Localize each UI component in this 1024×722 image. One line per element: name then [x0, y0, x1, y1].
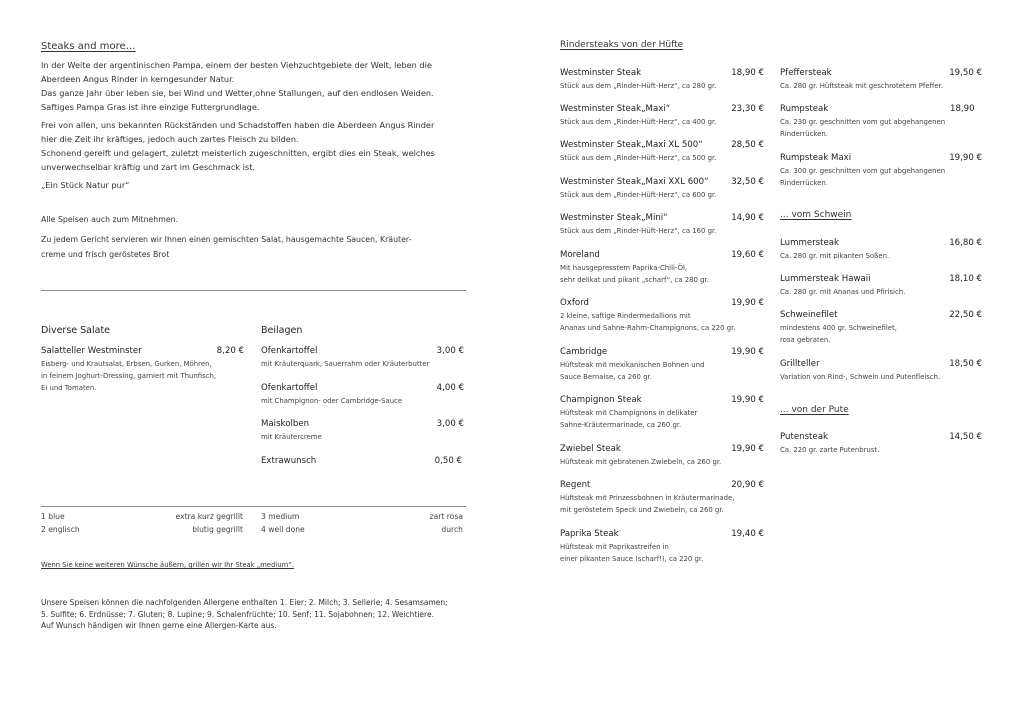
menu-item-zwiebel-steak: Zwiebel Steak 19,90 € Hüftsteak mit gebratenen Zwiebeln, ca 260 gr. [560, 444, 764, 466]
menu-item-westminster-maxi-xxl: Westminster Steak„Maxi XXL 600“ 32,50 € Stück aus dem „Rinder-Hüft-Herz“, ca 600 gr. [560, 177, 764, 199]
menu-item-rumpsteak: Rumpsteak 18,90 Ca. 230 gr. geschnitten vom gut abgehangenen Rinderrücken. [780, 104, 975, 138]
menu-item-grillteller: Grillteller 18,50 € Variation von Rind-, Schwein und Putenfleisch. [780, 359, 982, 381]
menu-item-westminster-maxi-xl: Westminster Steak„Maxi XL 500“ 28,50 € Stück aus dem „Rinder-Hüft-Herz“, ca 500 gr. [560, 140, 764, 162]
menu-item-lummersteak-hawaii: Lummersteak Hawaii 18,10 € Ca. 280 gr. mit Ananas und Pfirisich. [780, 274, 982, 296]
turkey-title: ... von der Pute [780, 405, 849, 415]
menu-item-moreland: Moreland 19,60 € Mit hausgepresstem Paprika-Chili-Öl, sehr delikat und pikant „scharf“, ca 280 gr. [560, 250, 764, 284]
intro-slogan: „Ein Stück Natur pur“ [41, 180, 130, 190]
default-doneness-note: Wenn Sie keine weiteren Wünsche äußern, grillen wir Ihr Steak „medium“. [41, 561, 294, 569]
menu-item-westminster-maxi: Westminster Steak„Maxi“ 23,30 € Stück aus dem „Rinder-Hüft-Herz“, ca 400 gr. [560, 104, 764, 126]
doneness-meaning: zart rosa [429, 512, 463, 521]
doneness-meaning: durch [441, 525, 463, 534]
doneness-meaning: blutig gegrillt [192, 525, 243, 534]
menu-item-schweinefilet: Schweinefilet 22,50 € mindestens 400 gr. Schweinefilet, rosa gebraten. [780, 310, 982, 344]
menu-item-rumpsteak-maxi: Rumpsteak Maxi 19,90 € Ca. 300 gr. geschnitten vom gut abgehangenen Rinderrücken. [780, 153, 982, 187]
menu-item-regent: Regent 20,90 € Hüftsteak mit Prinzessbohnen in Kräutermarinade, mit geröstetem Speck und Zwiebeln, ca 260 gr. [560, 480, 764, 514]
doneness-level: 1 blue [41, 512, 65, 521]
takeaway-note: Alle Speisen auch zum Mitnehmen. [41, 215, 179, 224]
menu-item-ofenkartoffel-1: Ofenkartoffel 3,00 € mit Kräuterquark, Sauerrahm oder Kräuterbutter [261, 346, 464, 368]
doneness-meaning: extra kurz gegrillt [175, 512, 243, 521]
menu-item-cambridge: Cambridge 19,90 € Hüftsteak mit mexikanischen Bohnen und Sauce Bernaise, ca 260 gr. [560, 347, 764, 381]
doneness-level: 3 medium [261, 512, 300, 521]
divider-top [41, 290, 466, 291]
sides-title: Beilagen [261, 325, 303, 336]
menu-item-lummersteak: Lummersteak 16,80 € Ca. 280 gr. mit pikanten Soßen. [780, 238, 982, 260]
intro-paragraph-2: Frei von allen, uns bekannten Rückständen und Schadstoffen haben die Aberdeen Angus Rinder hier die Zeit ihr kräftiges, jedoch auch zartes Fleisch zu bilden. Schonend gereift und gelagert, zuletzt meisterlich zugeschnitten, ergibt dies ein Steak, welches unverwechselbar kräftig und zart im Geschmack ist. [41, 120, 435, 172]
menu-item-salatteller: Salatteller Westminster 8,20 € Eisberg- und Krautsalat, Erbsen, Gurken, Möhren, in feinem Joghurt-Dressing, garniert mit Thunfisch, Ei und Tomaten. [41, 346, 244, 392]
beef-title: Rindersteaks von der Hüfte [560, 40, 684, 50]
divider-doneness [41, 506, 466, 507]
menu-item-champignon-steak: Champignon Steak 19,90 € Hüftsteak mit Champignons in delikater Sahne-Kräutermarinade, ca 260 gr. [560, 395, 764, 429]
menu-item-maiskolben: Maiskolben 3,00 € mit Kräutercreme [261, 419, 464, 441]
pork-title: ... vom Schwein [780, 210, 852, 220]
intro-paragraph-1: In der Weite der argentinischen Pampa, einem der besten Viehzuchtgebiete der Welt, leben die Aberdeen Angus Rinder in kerngesunder Natur. Das ganze Jahr über leben sie, bei Wind und Wetter,ohne Stallungen, auf den endlosen Weiden. Saftiges Pampa Gras ist ihre einzige Futtergrundlage. [41, 60, 434, 112]
intro-title: Steaks and more… [41, 41, 136, 52]
doneness-level: 2 englisch [41, 525, 80, 534]
allergen-note: Unsere Speisen können die nachfolgenden Allergene enthalten 1. Eier; 2. Milch; 3. Sellerie; 4. Sesamsamen; 5. Sulfite; 6. Erdnüsse; 7. Gluten; 8. Lupine; 9. Schalenfrüchte; 10. Senf; 11. Sojabohnen; 12. Weichtiere. Auf Wunsch händigen wir Ihnen gerne eine Allergen-Karte aus. [41, 598, 448, 630]
menu-item-pfeffersteak: Pfeffersteak 19,50 € Ca. 280 gr. Hüftsteak mit geschrotetem Pfeffer. [780, 68, 982, 90]
menu-item-ofenkartoffel-2: Ofenkartoffel 4,00 € mit Champignon- oder Cambridge-Sauce [261, 383, 464, 405]
menu-item-putensteak: Putensteak 14,50 € Ca. 220 gr. zarte Putenbrust. [780, 432, 982, 454]
menu-item-extrawunsch: Extrawunsch 0,50 € [261, 456, 462, 466]
doneness-level: 4 well done [261, 525, 305, 534]
menu-item-westminster: Westminster Steak 18,90 € Stück aus dem „Rinder-Hüft-Herz“, ca 280 gr. [560, 68, 764, 90]
intro-text [41, 58, 481, 196]
menu-item-paprika-steak: Paprika Steak 19,40 € Hüftsteak mit Paprikastreifen in einer pikanten Sauce (scharf!), ca 220 gr. [560, 529, 764, 563]
salads-title: Diverse Salate [41, 325, 111, 336]
included-note: Zu jedem Gericht servieren wir Ihnen einen gemischten Salat, hausgemachte Saucen, Kräuter- creme und frisch geröstetes Brot [41, 235, 412, 259]
menu-item-oxford: Oxford 19,90 € 2 kleine, saftige Rindermedallions mit Ananas und Sahne-Rahm-Champignons, ca 220 gr. [560, 298, 764, 332]
menu-item-westminster-mini: Westminster Steak„Mini“ 14,90 € Stück aus dem „Rinder-Hüft-Herz“, ca 160 gr. [560, 213, 764, 235]
